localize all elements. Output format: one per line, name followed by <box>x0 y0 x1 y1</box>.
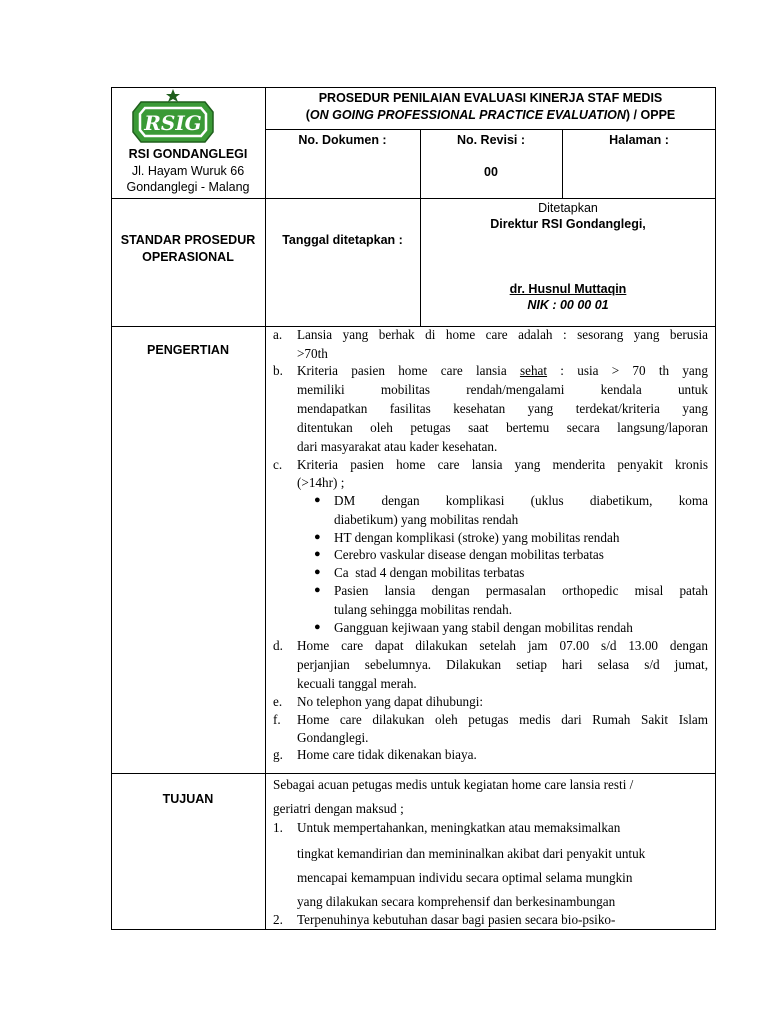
list-marker: c. <box>273 457 283 472</box>
list-marker: a. <box>273 327 283 342</box>
title-suffix: ) / OPPE <box>625 108 676 122</box>
list-marker: e. <box>273 694 283 709</box>
list-marker: f. <box>273 712 281 727</box>
list-item-text: : usia > 70 th yang <box>547 363 708 378</box>
list-item-line: mendapatkan fasilitas kesehatan yang terdekat/kriteria yang <box>297 401 708 416</box>
list-item-line: Home care dapat dilakukan setelah jam 07.00 s/d 13.00 dengan <box>297 638 708 653</box>
doc-number-label: No. Dokumen : <box>298 133 387 147</box>
list-item-line: Gondanglegi. <box>297 730 369 745</box>
list-marker: 2. <box>273 912 283 927</box>
list-item-line: perjanjian sebelumnya. Dilakukan setiap hari selasa s/d jumat, <box>297 657 708 672</box>
list-item-line: Terpenuhinya kebutuhan dasar bagi pasien secara bio-psiko- <box>297 912 616 927</box>
director-nik: NIK : 00 00 01 <box>527 298 609 312</box>
bullet-icon: ● <box>314 548 321 560</box>
tujuan-label: TUJUAN <box>162 792 214 806</box>
list-marker: b. <box>273 363 283 378</box>
sop-label-line1: STANDAR PROSEDUR <box>120 233 256 247</box>
list-item-line <box>297 363 708 379</box>
list-item-line: Home care tidak dikenakan biaya. <box>297 747 477 762</box>
hospital-name: RSI GONDANGLEGI <box>128 147 248 161</box>
sop-label-line2: OPERASIONAL <box>142 250 234 264</box>
list-item-line: No telephon yang dapat dihubungi: <box>297 694 484 709</box>
document-subtitle <box>265 108 716 122</box>
bullet-item-line: diabetikum) yang mobilitas rendah <box>334 512 519 527</box>
list-marker: 1. <box>273 820 283 835</box>
title-paren-open: ( <box>305 108 310 122</box>
list-item-line: kecuali tanggal merah. <box>297 676 417 691</box>
hospital-address-line1: Jl. Hayam Wuruk 66 <box>131 164 245 178</box>
list-item-line: dari masyarakat atau kader kesehatan. <box>297 439 498 454</box>
divider <box>111 773 716 774</box>
logo-lettering: RSIG <box>144 111 202 135</box>
tujuan-intro-line: Sebagai acuan petugas medis untuk kegiatan home care lansia resti / <box>273 777 634 792</box>
bullet-item-line: Pasien lansia dengan permasalan orthopedic misal patah <box>334 583 708 598</box>
bullet-item-line: Cerebro vaskular disease dengan mobilitas terbatas <box>334 547 604 562</box>
list-item-line: Untuk mempertahankan, meningkatkan atau memaksimalkan <box>297 820 621 835</box>
list-marker: d. <box>273 638 283 653</box>
bullet-icon: ● <box>314 566 321 578</box>
revision-value: 00 <box>484 165 498 179</box>
list-marker: g. <box>273 747 283 762</box>
director-name: dr. Husnul Muttaqin <box>509 282 627 296</box>
title-italic: ON GOING PROFESSIONAL PRACTICE EVALUATION <box>309 108 626 122</box>
list-item-line: yang dilakukan secara komprehensif dan berkesinambungan <box>297 894 616 909</box>
bullet-icon: ● <box>314 531 321 543</box>
list-item-line: Kriteria pasien home care lansia yang menderita penyakit kronis <box>297 457 708 472</box>
page-label: Halaman : <box>609 133 669 147</box>
list-item-line: tingkat kemandirian dan memininalkan akibat dari penyakit untuk <box>297 846 646 861</box>
bullet-icon: ● <box>314 621 321 633</box>
list-item-line: memiliki mobilitas rendah/mengalami kendala untuk <box>297 382 708 397</box>
bullet-icon: ● <box>314 584 321 596</box>
bullet-item-line: HT dengan komplikasi (stroke) yang mobilitas rendah <box>334 530 620 545</box>
revision-label: No. Revisi : <box>456 133 526 147</box>
hospital-logo <box>131 88 215 144</box>
divider <box>265 129 716 130</box>
list-item-emphasis: sehat <box>519 363 548 378</box>
hospital-address-line2: Gondanglegi - Malang <box>126 180 250 194</box>
tujuan-intro-line: geriatri dengan maksud ; <box>273 801 404 816</box>
list-item-text: Kriteria pasien home care lansia <box>297 363 520 378</box>
document-title: PROSEDUR PENILAIAN EVALUASI KINERJA STAF MEDIS <box>318 91 663 105</box>
bullet-item-line: Gangguan kejiwaan yang stabil dengan mobilitas rendah <box>334 620 633 635</box>
bullet-icon: ● <box>314 494 321 506</box>
divider <box>265 87 266 930</box>
date-set-label: Tanggal ditetapkan : <box>282 233 403 247</box>
list-item-line: Lansia yang berhak di home care adalah : sesorang yang berusia <box>297 327 708 342</box>
approval-line2: Direktur RSI Gondanglegi, <box>490 217 646 231</box>
list-item-line: ditentukan oleh petugas saat bertemu secara langsung/laporan <box>297 420 708 435</box>
list-item-line: mencapai kemampuan individu secara optimal selama mungkin <box>297 870 633 885</box>
bullet-item-line: Ca stad 4 dengan mobilitas terbatas <box>334 565 525 580</box>
list-item-line: >70th <box>297 346 328 361</box>
approval-line1: Ditetapkan <box>538 201 598 215</box>
divider <box>111 198 716 199</box>
list-item-line: Home care dilakukan oleh petugas medis dari Rumah Sakit Islam <box>297 712 708 727</box>
pengertian-label: PENGERTIAN <box>147 343 229 357</box>
list-item-line: (>14hr) ; <box>297 475 345 490</box>
bullet-item-line: DM dengan komplikasi (uklus diabetikum, koma <box>334 493 708 508</box>
bullet-item-line: tulang sehingga mobilitas rendah. <box>334 602 512 617</box>
